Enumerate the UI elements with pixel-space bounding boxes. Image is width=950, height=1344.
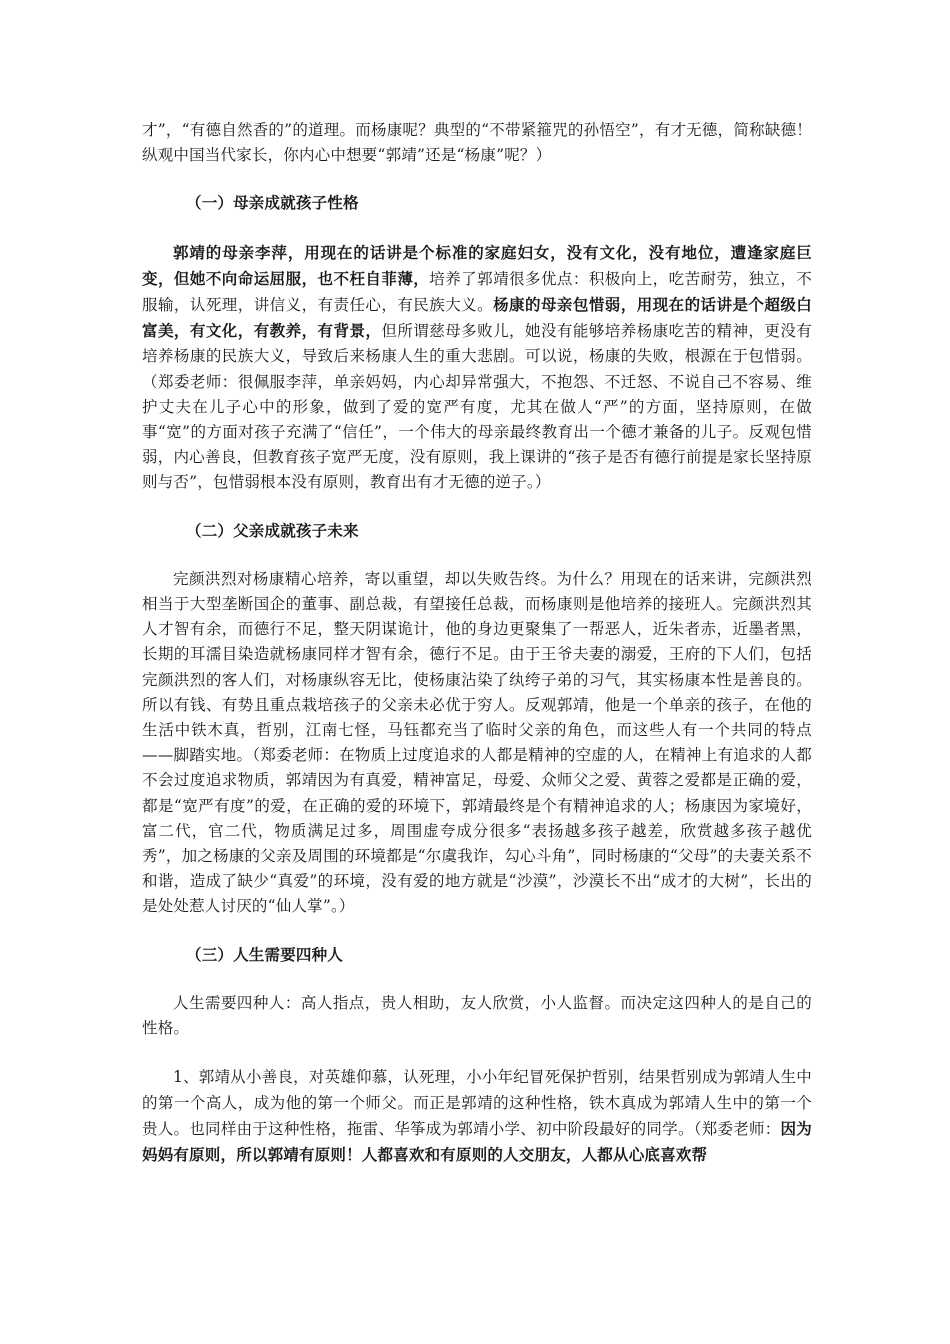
section-heading-four-people: （三）人生需要四种人 xyxy=(186,944,344,964)
bold-text-principles: 因为妈妈有原则，所以郭靖有原则！人都喜欢和有原则的人交朋友，人都从心底喜欢帮 xyxy=(142,1118,812,1164)
paragraph-mother xyxy=(142,240,812,496)
paragraph-guo-jing-mentors xyxy=(142,1065,812,1168)
document-page xyxy=(142,118,812,1168)
paragraph-intro-continuation: 才”，“有德自然香的”的道理。而杨康呢？典型的“不带紧箍咒的孙悟空”，有才无德，简称缺德！纵观中国当代家长，你内心中想要“郭靖”还是“杨康”呢？） xyxy=(142,121,812,165)
text-yang-kang-failure: 但所谓慈母多败儿，她没有能够培养杨康吃苦的精神，更没有培养杨康的民族大义，导致后来杨康人生的重大悲剧。可以说，杨康的失败，根源在于包惜弱。（郑委老师：很佩服李萍，单亲妈妈，内心却异常强大，不抱怨、不迁怒、不说自己不容易、维护丈夫在儿子心中的形象，做到了爱的宽严有度，尤其在做人“严”的方面，坚持原则，在做事“宽”的方面对孩子充满了“信任”，一个伟大的母亲最终教育出一个德才兼备的儿子。反观包惜弱，内心善良，但教育孩子宽严无度，没有原则，我上课讲的“孩子是否有德行前提是家长坚持原则与否”，包惜弱根本没有原则，教育出有才无德的逆子。） xyxy=(142,322,812,492)
section-heading-mother: （一）母亲成就孩子性格 xyxy=(186,193,359,213)
paragraph-four-people: 人生需要四种人：高人指点，贵人相助，友人欣赏，小人监督。而决定这四种人的是自己的性格。 xyxy=(142,993,812,1038)
paragraph-father: 完颜洪烈对杨康精心培养，寄以重望，却以失败告终。为什么？用现在的话来讲，完颜洪烈相当于大型垄断国企的董事、副总裁，有望接任总裁，而杨康则是他培养的接班人。完颜洪烈其人才智有余，而德行不足，整天阴谋诡计，他的身边更聚集了一帮恶人，近朱者赤，近墨者黑，长期的耳濡目染造就杨康同样才智有余，德行不足。由于王爷夫妻的溺爱，王府的下人们，包括完颜洪烈的客人们，对杨康纵容无比，使杨康沾染了纨绔子弟的习气，其实杨康本性是善良的。所以有钱、有势且重点栽培孩子的父亲未必优于穷人。反观郭靖，他是一个单亲的孩子，在他的生活中铁木真，哲别，江南七怪，马钰都充当了临时父亲的角色，而这些人有一个共同的特点——脚踏实地。（郑委老师：在物质上过度追求的人都是精神的空虚的人，在精神上有追求的人都不会过度追求物质，郭靖因为有真爱，精神富足，母爱、众师父之爱、黄蓉之爱都是正确的爱，都是“宽严有度”的爱，在正确的爱的环境下，郭靖最终是个有精神追求的人；杨康因为家境好，富二代，官二代，物质满足过多，周围虚夸成分很多“表扬越多孩子越差，欣赏越多孩子越优秀”，加之杨康的父亲及周围的环境都是“尔虞我诈，勾心斗角”，同时杨康的“父母”的夫妻关系不和谐，造成了缺少“真爱”的环境，没有爱的地方就是“沙漠”，沙漠长不出“成才的大树”，长出的是处处惹人讨厌的“仙人掌”。） xyxy=(142,569,812,916)
text-guo-jing-mentors: 1、郭靖从小善良，对英雄仰慕，认死理，小小年纪冒死保护哲别，结果哲别成为郭靖人生中的第一个高人，成为他的第一个师父。而正是郭靖的这种性格，铁木真成为郭靖人生中的第一个贵人。也同样由于这种性格，拖雷、华筝成为郭靖小学、初中阶段最好的同学。（郑委老师： xyxy=(142,1068,812,1138)
text-guo-jing-virtues: 培养了郭靖很多优点：积极向上，吃苦耐劳，独立，不服输，认死理，讲信义，有责任心，有民族大义。 xyxy=(142,269,812,315)
bold-text-bao-xiruo: 杨康的母亲包惜弱，用现在的话讲是个超级白富美，有文化，有教养，有背景， xyxy=(142,295,812,341)
bold-text-li-ping: 郭靖的母亲李萍，用现在的话讲是个标准的家庭妇女，没有文化，没有地位，遭逢家庭巨变，但她不向命运屈服，也不枉自菲薄， xyxy=(142,242,812,288)
section-heading-father: （二）父亲成就孩子未来 xyxy=(186,520,359,540)
